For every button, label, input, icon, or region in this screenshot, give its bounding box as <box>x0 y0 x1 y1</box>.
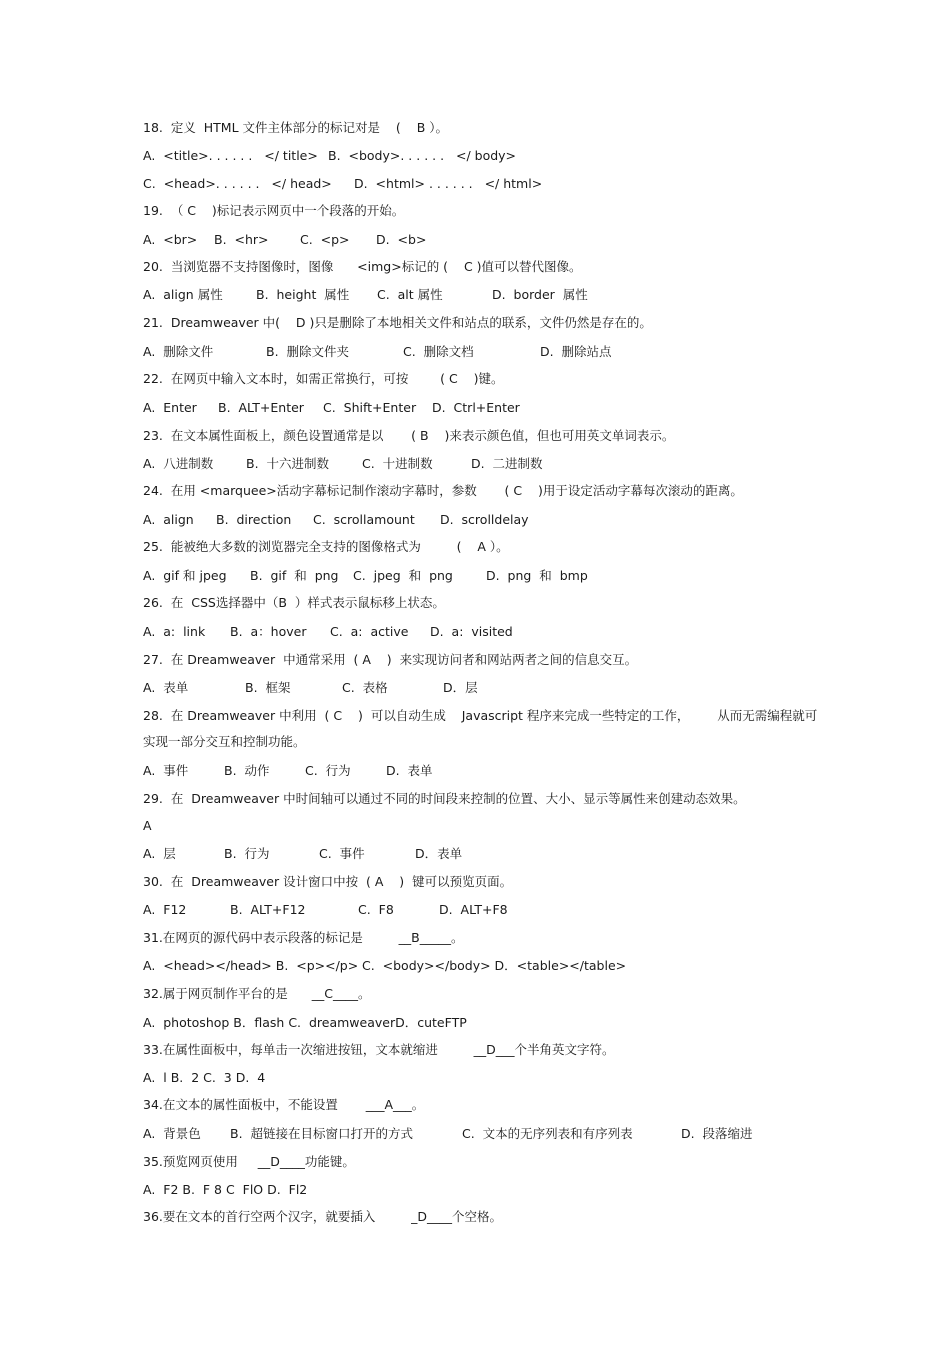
question-stem: 22. 在网页中输入文本时，如需正常换行，可按 ( C )键。 <box>143 371 504 386</box>
answer-option: A. a: link <box>143 624 206 639</box>
question-stem: 30. 在 Dreamweaver 设计窗口中按 ( A ) 键可以预览页面。 <box>143 874 513 889</box>
answer-option: C. <head>. . . . . . </ head> <box>143 176 332 191</box>
question-stem: 28. 在 Dreamweaver 中利用 ( C ) 可以自动生成 Javascript 程序来完成一些特定的工作， 从而无需编程就可 <box>143 708 818 723</box>
answer-option: D. 二进制数 <box>471 456 543 471</box>
answer-option: B. 框架 <box>245 680 291 695</box>
answer-option: C. <body></body> D．<table></table> <box>362 958 627 973</box>
answer-option: D. Ctrl+Enter <box>432 400 520 415</box>
answer-option: A. gif 和 jpeg <box>143 568 227 583</box>
answer-option: B. 行为 <box>224 846 270 861</box>
answer-option: A. F2 B. F 8 C FlO D. Fl2 <box>143 1182 308 1197</box>
answer-option: C. Shift+Enter <box>323 400 417 415</box>
question-stem: 23. 在文本属性面板上，颜色设置通常是以 ( B )来表示颜色值，但也可用英文单词表示。 <box>143 428 675 443</box>
answer-option: A. align <box>143 512 194 527</box>
answer-option: D．表单 <box>415 846 463 861</box>
question-stem: 19. （ C )标记表示网页中一个段落的开始。 <box>143 203 405 218</box>
answer-option: A. l B. 2 C. 3 D. 4 <box>143 1070 266 1085</box>
question-stem: 36.要在文本的首行空两个汉字，就要插入 _D____个空格。 <box>143 1209 503 1224</box>
answer-option: D. <html> . . . . . . </ html> <box>354 176 543 191</box>
answer-option: A. align 属性 <box>143 287 223 302</box>
question-stem: 34.在文本的属性面板中，不能设置 ___A___。 <box>143 1097 425 1112</box>
question-stem: 27. 在 Dreamweaver 中通常采用 ( A ) 来实现访问者和网站两者之间的信息交互。 <box>143 652 638 667</box>
answer-option: C. alt 属性 <box>377 287 443 302</box>
answer-option: D. 删除站点 <box>540 344 612 359</box>
answer-option: A. <br> <box>143 232 198 247</box>
answer-option: C. <p> <box>300 232 350 247</box>
answer-option: C. jpeg 和 png <box>353 568 453 583</box>
question-stem: A <box>143 818 152 833</box>
question-stem: 26. 在 CSS选择器中（B ）样式表示鼠标移上状态。 <box>143 595 445 610</box>
answer-option: C. F8 <box>358 902 394 917</box>
answer-option: C. scrollamount <box>313 512 415 527</box>
question-stem: 21. Dreamweaver 中( D )只是删除了本地相关文件和站点的联系，文件仍然是存在的。 <box>143 315 652 330</box>
answer-option: A. <title>. . . . . . </ title> <box>143 148 318 163</box>
answer-option: B. direction <box>216 512 292 527</box>
question-stem: 29. 在 Dreamweaver 中时间轴可以通过不同的时间段来控制的位置、大小、显示等属性来创建动态效果。 <box>143 791 746 806</box>
answer-option: B. <hr> <box>214 232 269 247</box>
answer-option: A. photoshop B．flash C. dreamweaverD．cuteFTP <box>143 1015 467 1030</box>
answer-option: B. 删除文件夹 <box>266 344 349 359</box>
answer-option: B. 动作 <box>224 763 270 778</box>
answer-option: D. <b> <box>376 232 427 247</box>
answer-option: A. 删除文件 <box>143 344 214 359</box>
answer-option: D. scrolldelay <box>440 512 529 527</box>
question-stem: 35.预览网页使用 __D____功能键。 <box>143 1154 355 1169</box>
answer-option: C. 行为 <box>305 763 351 778</box>
answer-option: D. 段落缩进 <box>681 1126 753 1141</box>
question-stem: 18. 定义 HTML 文件主体部分的标记对是 ( B ）。 <box>143 120 448 135</box>
answer-option: B. ALT+F12 <box>230 902 306 917</box>
answer-option: A. 层 <box>143 846 176 861</box>
question-stem: 33.在属性面板中，每单击一次缩进按钮，文本就缩进 __D___个半角英文字符。 <box>143 1042 615 1057</box>
answer-option: D. 表单 <box>386 763 433 778</box>
question-stem: 实现一部分交互和控制功能。 <box>143 734 306 749</box>
answer-option: A. 事件 <box>143 763 189 778</box>
answer-option: A. 八进制数 <box>143 456 214 471</box>
answer-option: B. 十六进制数 <box>246 456 329 471</box>
question-stem: 32.属于网页制作平台的是 __C____。 <box>143 986 371 1001</box>
answer-option: A. <head></head> B. <p></p> <box>143 958 359 973</box>
answer-option: A. Enter <box>143 400 197 415</box>
answer-option: B. 超链接在目标窗口打开的方式 <box>230 1126 413 1141</box>
answer-option: B. <body>. . . . . . </ body> <box>328 148 517 163</box>
answer-option: B. a：hover <box>230 624 307 639</box>
question-stem: 25. 能被绝大多数的浏览器完全支持的图像格式为 ( A ）。 <box>143 539 509 554</box>
answer-option: A. 表单 <box>143 680 189 695</box>
answer-option: B. height 属性 <box>256 287 350 302</box>
answer-option: D．层 <box>443 680 478 695</box>
answer-option: B. gif 和 png <box>250 568 339 583</box>
answer-option: A. 背景色 <box>143 1126 201 1141</box>
answer-option: C. 删除文档 <box>403 344 474 359</box>
answer-option: D. border 属性 <box>492 287 588 302</box>
answer-option: C. 文本的无序列表和有序列表 <box>462 1126 633 1141</box>
answer-option: D. a: visited <box>430 624 513 639</box>
answer-option: D. ALT+F8 <box>439 902 508 917</box>
answer-option: A. F12 <box>143 902 187 917</box>
question-stem: 31.在网页的源代码中表示段落的标记是 __B_____。 <box>143 930 464 945</box>
question-stem: 24. 在用 <marquee>活动字幕标记制作滚动字幕时，参数 ( C )用于设定活动字幕每次滚动的距离。 <box>143 483 743 498</box>
question-stem: 20. 当浏览器不支持图像时，图像 <img>标记的 ( C )值可以替代图像。 <box>143 259 582 274</box>
answer-option: C. a: active <box>330 624 409 639</box>
answer-option: D. png 和 bmp <box>486 568 588 583</box>
answer-option: C. 十进制数 <box>362 456 433 471</box>
answer-option: C. 事件 <box>319 846 365 861</box>
answer-option: B. ALT+Enter <box>218 400 304 415</box>
answer-option: C. 表格 <box>342 680 388 695</box>
